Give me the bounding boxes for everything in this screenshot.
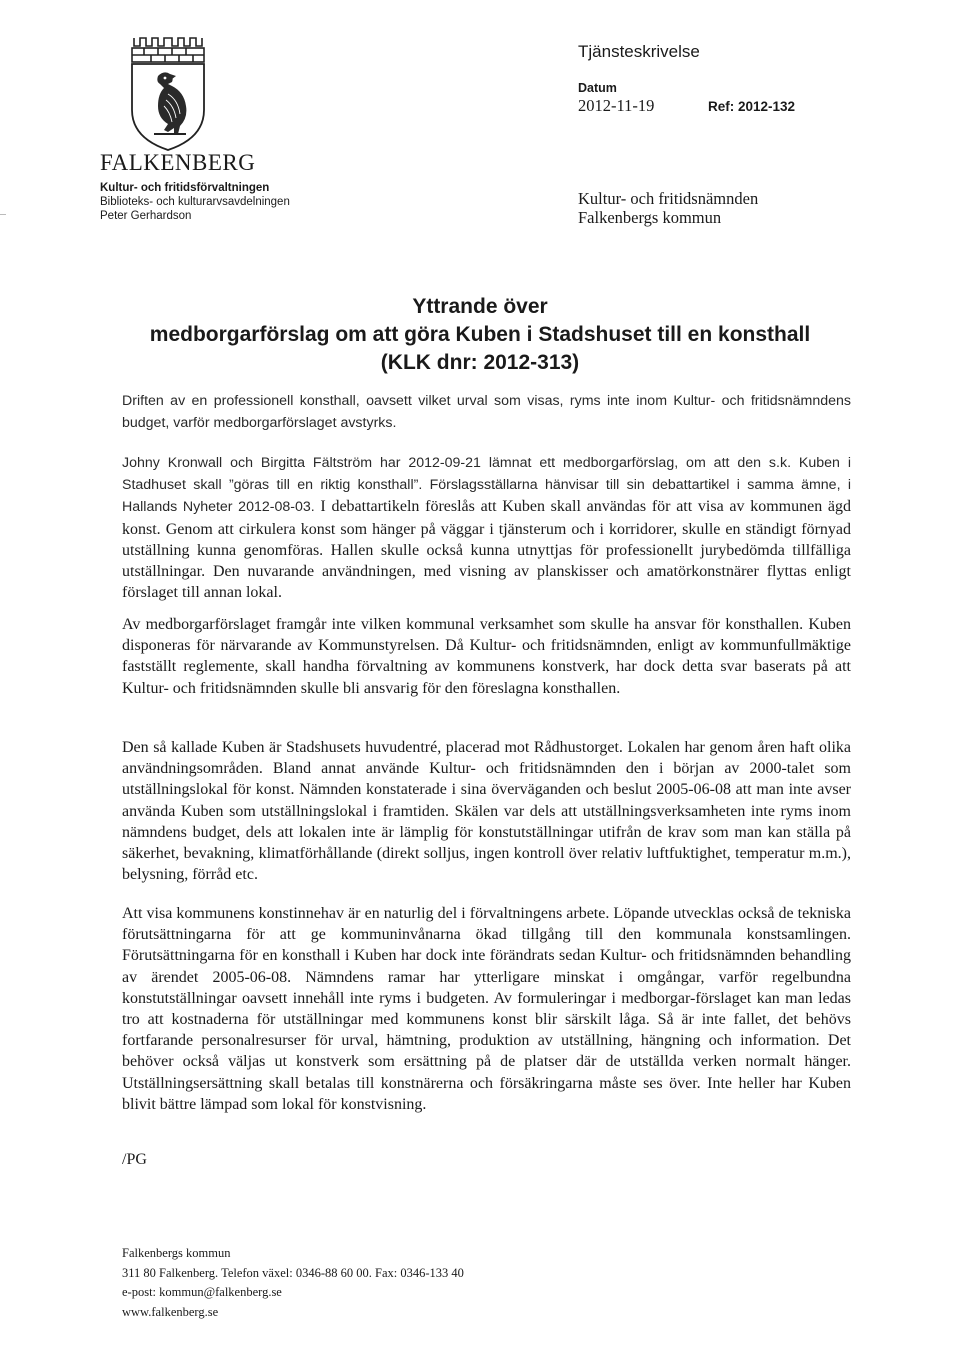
background-paragraph-intro: Johny Kronwall och Birgitta Fältström har 2012-09-21 lämnat ett medborgarförslag, om att den s.k. Kuben i Stadhuset skall ”göras till en riktig konsthall”. Förslagsställarna hänvisar till sin debattartikel i samma ämne, i Hallands Nyheter 2012-08-03. (122, 455, 851, 516)
organization-name: FALKENBERG (100, 150, 256, 175)
title-line-2: medborgarförslag om att göra Kuben i Stadshuset till en konsthall (149, 323, 811, 346)
background-paragraph (122, 452, 851, 603)
footer-address: 311 80 Falkenberg. Telefon växel: 0346-88 60 00. Fax: 0346-133 40 (122, 1265, 464, 1280)
recipient-municipality: Falkenbergs kommun (578, 208, 722, 227)
footer-email: e-post: kommun@falkenberg.se (122, 1285, 282, 1300)
summary-paragraph: Driften av en professionell konsthall, oavsett vilket urval som visas, ryms inte inom Kultur- och fritidsnämndens budget, varför medborgarförslaget avstyrks. (122, 393, 851, 431)
title-line-1: Yttrande över (412, 295, 548, 318)
document-type: Tjänsteskrivelse (578, 42, 700, 61)
signature-initials: /PG (122, 1151, 147, 1168)
department-name: Kultur- och fritidsförvaltningen (100, 182, 270, 194)
coat-of-arms-icon (128, 34, 208, 152)
title-line-3: (KLK dnr: 2012-313) (380, 351, 580, 374)
background-paragraph-rest: I debattartikeln föreslås att Kuben skall användas för att visa av kommunen ägd konst. Genom att cirkulera konst som hänger på väggar i tjänsterum och i korridorer, skulle en ständigt förnyad utställning kunna genomföras. Hallen skulle också kunna utnyttjas för professionellt jurybedömda tillfälliga utställningar. Den nuvarande användningen, med visning av planskisser och amatörkonstnärer flyttas enligt förslaget till annan lokal. (122, 498, 852, 602)
document-title (100, 293, 860, 377)
sub-department-name: Biblioteks- och kulturarvsavdelningen (100, 196, 290, 208)
history-paragraph: Den så kallade Kuben är Stadshusets huvudentré, placerad mot Rådhustorget. Lokalen har genom åren haft olika användningsområden. Bland annat använde Kultur- och fritidsnämnden den i början av 2000-talet som utställningslokal för konst. Nämnden konstaterade i sina överväganden och beslut 2005-06-08 att man inte avser använda Kuben som utställningslokal i framtiden. Skälen var dels att utställningsverksamheten inte ryms inom nämndens budget, dels att lokalen inte är lämplig för konstutställningar utifrån de krav som man kan ställa på säkerhet, bevakning, klimatförhållande (direkt solljus, ingen kontroll över relativ luftfuktighet, temperatur m.m.), belysning, förråd etc. (122, 739, 851, 884)
margin-mark (0, 214, 6, 215)
footer-contact (122, 1244, 464, 1322)
date-label: Datum (578, 81, 617, 95)
responsibility-paragraph: Av medborgarförslaget framgår inte vilken kommunal verksamhet som skulle ha ansvar för konsthallen. Kuben disponeras för närvarande av Kommunstyrelsen. Då Kultur- och fritidsnämnden, enligt av kommunfullmäktige fastställt reglemente, skall handha förvaltning av kommunens konstverk, har dock detta svar baserats på att Kultur- och fritidsnämnden skulle bli ansvarig för den föreslagna konsthallen. (122, 616, 851, 697)
footer-organization: Falkenbergs kommun (122, 1246, 231, 1260)
conclusion-paragraph: Att visa kommunens konstinnehav är en naturlig del i förvaltningens arbete. Löpande utvecklas också de tekniska förutsättningarna för att ge kommuninvånarna ökad tillgång till den kommunala konstsamlingen. Förutsättningarna för en konsthall i Kuben har dock inte förändrats sedan Kultur- och fritidsnämnden behandling av ärendet 2005-06-08. Nämndens ramar har ytterligare minskat i omgångar, varför regelbundna konstutställningar oavsett innehåll inte ryms i budgeten. Av formuleringar i medborgar-förslaget kan man ledas tro att kostnaderna för utställningar med kommunens konst blir särskilt låga. Så är inte fallet, det behövs fortfarande personalresurser för urval, hämtning, produktion av utställning, hängning och information. Det behöver också väljas ut konstverk som ersättning på de platser där de utställda verken normalt hänger. Utställningsersättning skall betalas till konstnärerna och försäkringarna måste ses över. Inte heller har Kuben blivit bättre lämpad som lokal för konstvisning. (122, 905, 851, 1113)
recipient-committee: Kultur- och fritidsnämnden (578, 189, 759, 208)
footer-website: www.falkenberg.se (122, 1304, 219, 1319)
author-name: Peter Gerhardson (100, 210, 192, 222)
reference-number: Ref: 2012-132 (708, 99, 796, 114)
date-value: 2012-11-19 (578, 96, 655, 115)
